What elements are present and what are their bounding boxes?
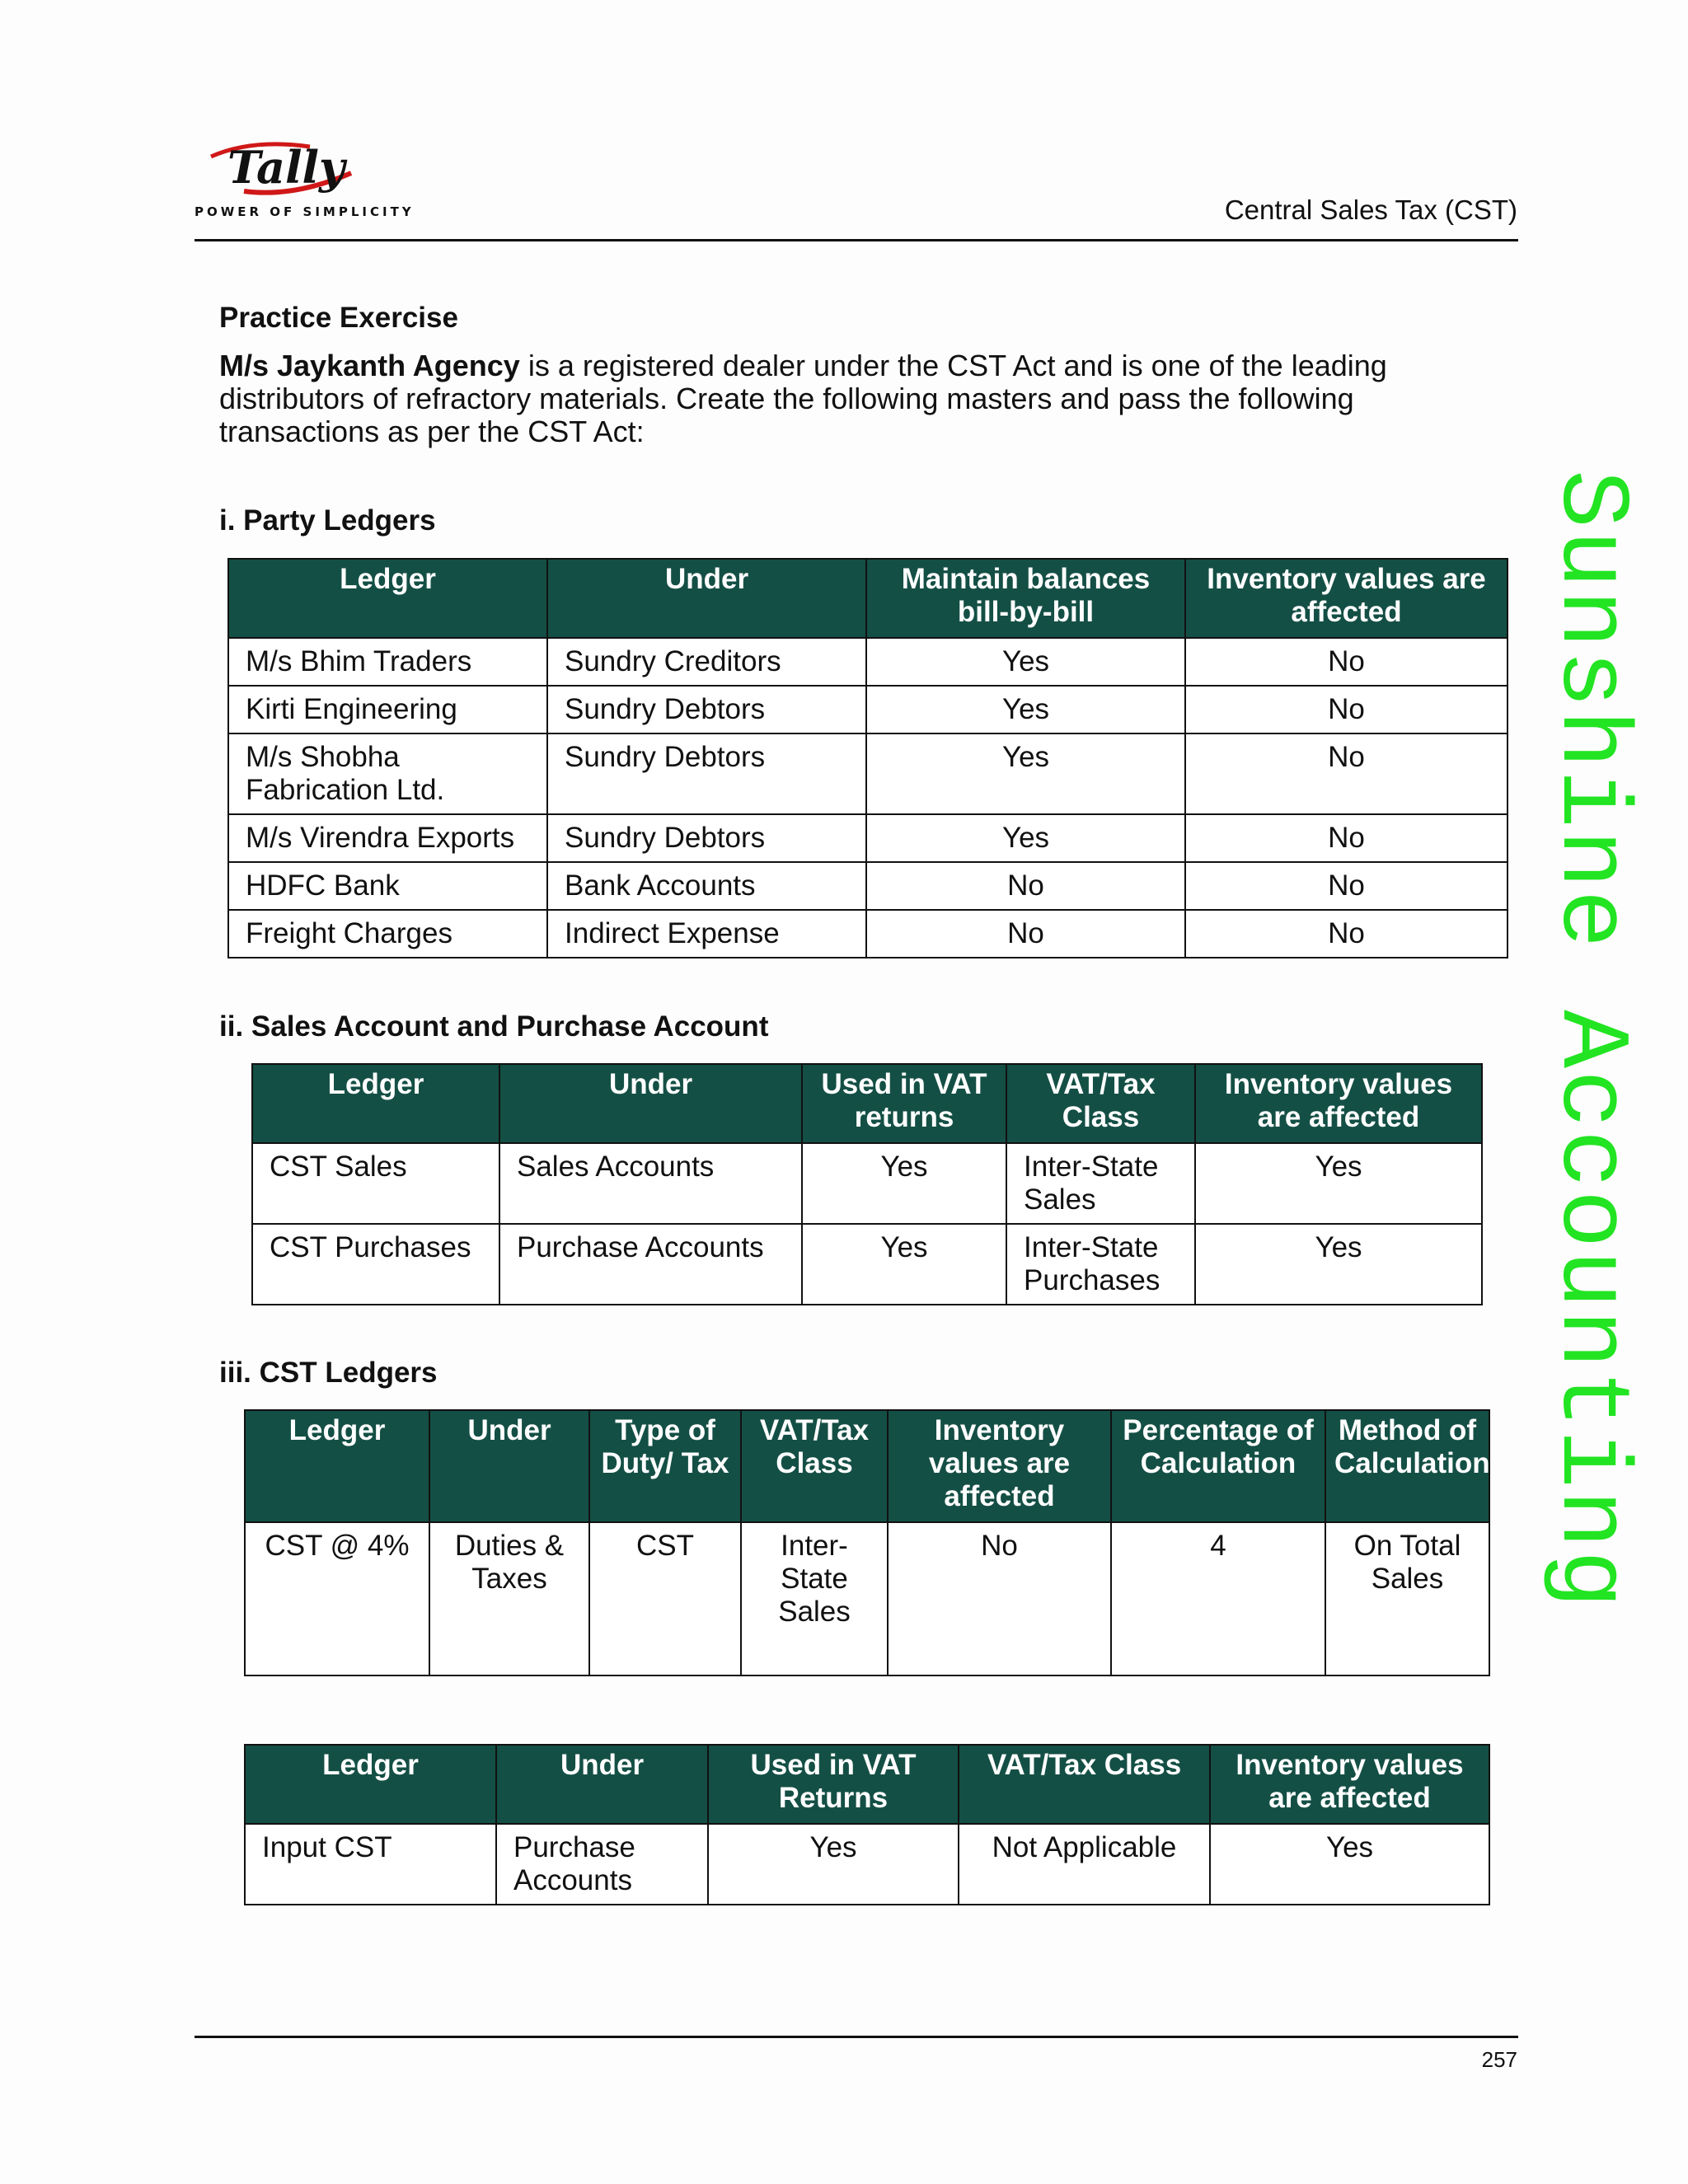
table-header-row [245,1745,1489,1824]
column-header: Used in VAT returns [802,1064,1006,1143]
table-row [252,1143,1482,1224]
table-cell: 4 [1111,1522,1325,1675]
table-cell: Sundry Debtors [547,686,866,733]
table-cell: Input CST [245,1824,496,1905]
table-header-row [252,1064,1482,1143]
table-cell: On Total Sales [1325,1522,1489,1675]
table-cell: Sundry Creditors [547,638,866,686]
table-cell: No [1185,862,1507,910]
sales-purchase-table [251,1063,1483,1305]
table-cell: Yes [802,1143,1006,1224]
column-header: Under [429,1410,589,1522]
table-cell: Inter-State Sales [741,1522,888,1675]
table-header-row [245,1410,1489,1522]
table-cell: Sundry Debtors [547,814,866,862]
table-cell: No [866,862,1185,910]
input-cst-table [244,1744,1490,1905]
svg-text:Tally: Tally [227,141,345,194]
column-header: Ledger [245,1410,429,1522]
column-header: Percentage of Calculation [1111,1410,1325,1522]
table-row [252,1224,1482,1305]
table-row [245,1824,1489,1905]
table-cell: Duties & Taxes [429,1522,589,1675]
table-cell: M/s Shobha Fabrication Ltd. [228,733,547,814]
column-header: Ledger [245,1745,496,1824]
table-cell: Sales Accounts [499,1143,802,1224]
header-divider [195,239,1518,241]
table-cell: Yes [866,733,1185,814]
table-cell: Yes [802,1224,1006,1305]
column-header: Under [499,1064,802,1143]
exercise-intro [219,349,1505,448]
section-heading-party-ledgers: i. Party Ledgers [219,504,436,537]
table-cell: CST Purchases [252,1224,499,1305]
table-cell: M/s Bhim Traders [228,638,547,686]
table-cell: Yes [866,814,1185,862]
table-row [228,686,1507,733]
column-header: Used in VAT Returns [708,1745,959,1824]
table-row [228,733,1507,814]
footer-divider [195,2036,1518,2038]
section-heading-sales-purchase: ii. Sales Account and Purchase Account [219,1010,769,1043]
table-row [228,638,1507,686]
table-row [228,862,1507,910]
table-cell: No [866,910,1185,958]
table-header-row [228,559,1507,638]
party-ledgers-table [227,558,1508,958]
table-cell: Indirect Expense [547,910,866,958]
table-cell: HDFC Bank [228,862,547,910]
column-header: VAT/Tax Class [959,1745,1210,1824]
table-cell: Yes [708,1824,959,1905]
column-header: Under [496,1745,708,1824]
company-name: M/s Jaykanth Agency [219,349,520,382]
table-cell: Bank Accounts [547,862,866,910]
column-header: Ledger [252,1064,499,1143]
table-cell: M/s Virendra Exports [228,814,547,862]
table-cell: Inter-State Sales [1006,1143,1195,1224]
table-cell: CST Sales [252,1143,499,1224]
column-header: Type of Duty/ Tax [589,1410,741,1522]
table-cell: Sundry Debtors [547,733,866,814]
table-cell: Purchase Accounts [499,1224,802,1305]
table-cell: No [1185,910,1507,958]
logo-tagline: POWER OF SIMPLICITY [195,204,415,219]
table-cell: No [1185,638,1507,686]
table-cell: No [1185,686,1507,733]
tally-logo-mark [195,132,359,202]
column-header: Maintain balances bill-by-bill [866,559,1185,638]
intro-text: is a registered dealer under the CST Act and is one of the leading distributors of refractory materials. Create the following masters and pass the following transactions as per the CST Act: [219,349,1387,448]
table-cell: Yes [1195,1224,1482,1305]
column-header: Under [547,559,866,638]
watermark [1535,470,1648,1706]
table-cell: Purchase Accounts [496,1824,708,1905]
table-cell: Yes [866,686,1185,733]
table-cell: CST [589,1522,741,1675]
table-row [228,910,1507,958]
table-cell: CST @ 4% [245,1522,429,1675]
watermark-text: Sunshine Accounting [1535,470,1644,1610]
column-header: VAT/Tax Class [741,1410,888,1522]
table-cell: Freight Charges [228,910,547,958]
section-heading-cst-ledgers: iii. CST Ledgers [219,1357,438,1389]
table-row [228,814,1507,862]
column-header: Method of Calculation [1325,1410,1489,1522]
table-cell: Yes [1195,1143,1482,1224]
cst-ledgers-table [244,1409,1490,1676]
table-cell: Kirti Engineering [228,686,547,733]
table-cell: No [1185,733,1507,814]
column-header: Ledger [228,559,547,638]
column-header: VAT/Tax Class [1006,1064,1195,1143]
table-row [245,1522,1489,1675]
tally-logo [195,132,415,231]
table-cell: Not Applicable [959,1824,1210,1905]
column-header: Inventory values are affected [1210,1745,1489,1824]
exercise-heading: Practice Exercise [219,302,458,334]
chapter-title: Central Sales Tax (CST) [1224,194,1517,225]
table-cell: No [888,1522,1111,1675]
column-header: Inventory values are affected [1195,1064,1482,1143]
table-cell: Yes [866,638,1185,686]
table-cell: No [1185,814,1507,862]
table-cell: Inter-State Purchases [1006,1224,1195,1305]
column-header: Inventory values are affected [888,1410,1111,1522]
table-cell: Yes [1210,1824,1489,1905]
column-header: Inventory values are affected [1185,559,1507,638]
page-number: 257 [1481,2047,1517,2072]
